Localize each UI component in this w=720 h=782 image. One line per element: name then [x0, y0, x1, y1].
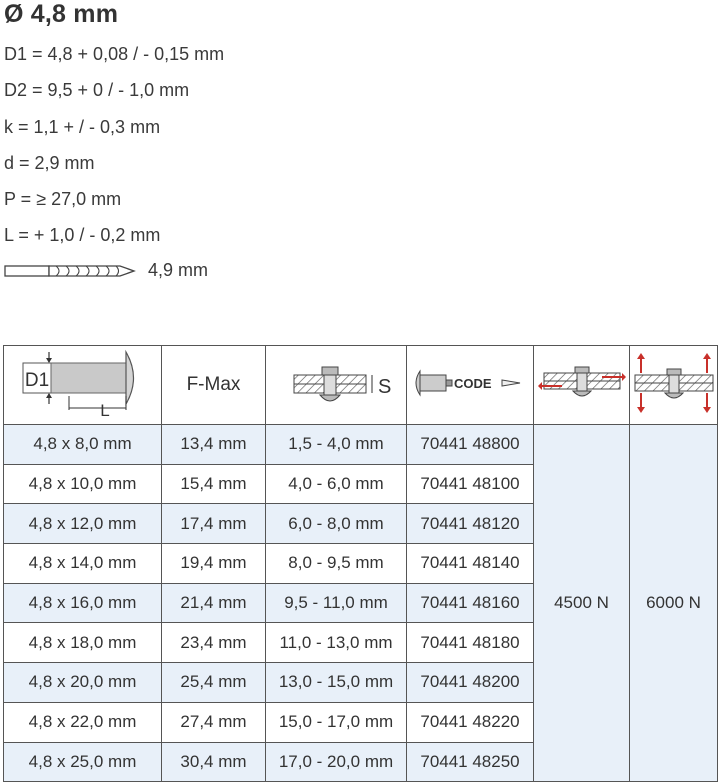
cell-shear-force: 4500 N — [534, 425, 630, 782]
cell-code: 70441 48200 — [407, 663, 534, 703]
header-grip-range — [266, 346, 407, 425]
grip-s-label: S — [378, 375, 392, 398]
rivet-table — [3, 345, 718, 782]
shear-force-icon — [538, 358, 626, 408]
cell-code: 70441 48250 — [407, 742, 534, 782]
tensile-force-icon — [631, 353, 717, 413]
cell-size: 4,8 x 18,0 mm — [4, 623, 162, 663]
cell-fmax: 27,4 mm — [162, 702, 266, 742]
table-header-row — [4, 346, 718, 425]
rivet-dimension-icon — [13, 348, 153, 418]
cell-size: 4,8 x 14,0 mm — [4, 544, 162, 584]
cell-grip: 13,0 - 15,0 mm — [266, 663, 407, 703]
table-row — [4, 425, 718, 465]
cell-fmax: 13,4 mm — [162, 425, 266, 465]
cell-grip: 9,5 - 11,0 mm — [266, 583, 407, 623]
cell-size: 4,8 x 12,0 mm — [4, 504, 162, 544]
rivet-code-icon — [410, 363, 530, 403]
code-label: CODE — [454, 375, 492, 391]
cell-size: 4,8 x 8,0 mm — [4, 425, 162, 465]
cell-size: 4,8 x 10,0 mm — [4, 464, 162, 504]
header-rivet-diagram — [4, 346, 162, 425]
diagram-l-label: L — [99, 400, 110, 420]
cell-size: 4,8 x 20,0 mm — [4, 663, 162, 703]
cell-grip: 6,0 - 8,0 mm — [266, 504, 407, 544]
spec-k: k = 1,1 + / - 0,3 mm — [4, 116, 161, 137]
cell-fmax: 17,4 mm — [162, 504, 266, 544]
cell-code: 70441 48220 — [407, 702, 534, 742]
header-fmax-label: F-Max — [186, 374, 241, 395]
drill-size — [4, 260, 208, 281]
header-fmax — [162, 346, 266, 425]
header-tensile-force — [630, 346, 718, 425]
cell-fmax: 19,4 mm — [162, 544, 266, 584]
cell-fmax: 30,4 mm — [162, 742, 266, 782]
spec-list — [4, 43, 224, 261]
drill-bit-icon — [4, 261, 136, 281]
header-shear-force — [534, 346, 630, 425]
cell-size: 4,8 x 22,0 mm — [4, 702, 162, 742]
cell-code: 70441 48160 — [407, 583, 534, 623]
spec-l: L = + 1,0 / - 0,2 mm — [4, 225, 161, 246]
cell-grip: 4,0 - 6,0 mm — [266, 464, 407, 504]
spec-d2: D2 = 9,5 + 0 / - 1,0 mm — [4, 80, 190, 101]
spec-d: d = 2,9 mm — [4, 152, 95, 173]
cell-code: 70441 48120 — [407, 504, 534, 544]
cell-grip: 1,5 - 4,0 mm — [266, 425, 407, 465]
spec-p: P = ≥ 27,0 mm — [4, 189, 122, 210]
spec-d1: D1 = 4,8 + 0,08 / - 0,15 mm — [4, 44, 225, 64]
cell-grip: 15,0 - 17,0 mm — [266, 702, 407, 742]
cell-grip: 8,0 - 9,5 mm — [266, 544, 407, 584]
cell-fmax: 21,4 mm — [162, 583, 266, 623]
cell-code: 70441 48800 — [407, 425, 534, 465]
drill-size-label: 4,9 mm — [148, 260, 209, 280]
cell-code: 70441 48140 — [407, 544, 534, 584]
cell-tensile-force: 6000 N — [630, 425, 718, 782]
cell-code: 70441 48180 — [407, 623, 534, 663]
cell-fmax: 25,4 mm — [162, 663, 266, 703]
header-code — [407, 346, 534, 425]
cell-size: 4,8 x 25,0 mm — [4, 742, 162, 782]
cell-grip: 17,0 - 20,0 mm — [266, 742, 407, 782]
cell-grip: 11,0 - 13,0 mm — [266, 623, 407, 663]
grip-range-icon — [286, 353, 392, 413]
cell-fmax: 15,4 mm — [162, 464, 266, 504]
cell-fmax: 23,4 mm — [162, 623, 266, 663]
page-title: Ø 4,8 mm — [4, 0, 119, 28]
cell-code: 70441 48100 — [407, 464, 534, 504]
cell-size: 4,8 x 16,0 mm — [4, 583, 162, 623]
diagram-d1-label: D1 — [24, 369, 49, 391]
